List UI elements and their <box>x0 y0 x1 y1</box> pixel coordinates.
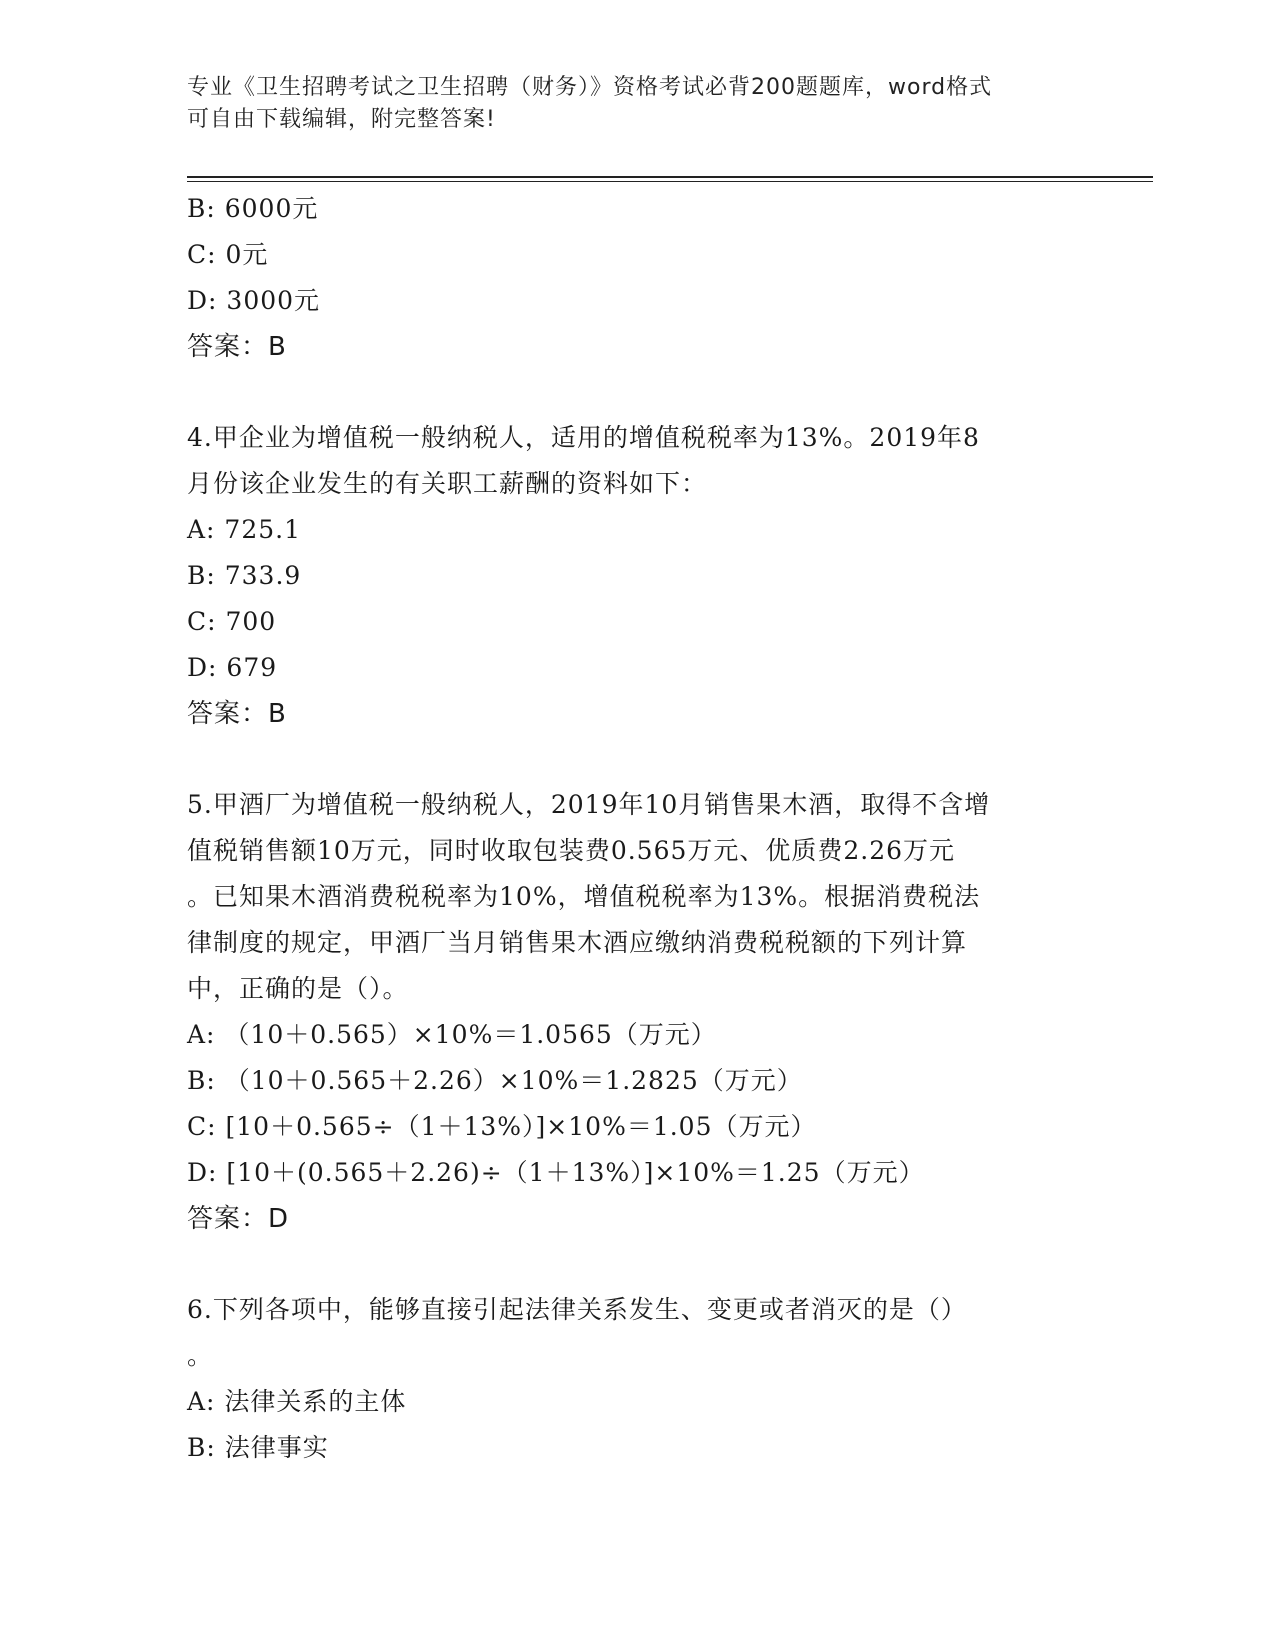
option-a: A: （10＋0.565）×10%＝1.0565（万元） <box>187 1020 717 1049</box>
option-b: B: 6000元 <box>187 194 319 223</box>
document-header <box>187 72 1067 136</box>
question-5 <box>187 782 1087 1242</box>
header-divider-thick <box>187 176 1153 178</box>
answer-line: 答案：B <box>187 699 287 729</box>
question-stem: 6.下列各项中，能够直接引起法律关系发生、变更或者消灭的是（） <box>187 1295 967 1324</box>
question-list <box>187 186 1087 1471</box>
header-title-line-1: 专业《卫生招聘考试之卫生招聘（财务）》资格考试必背200题题库，word格式 <box>187 75 993 100</box>
question-spacer <box>187 370 1087 415</box>
question-3 <box>187 186 1087 370</box>
option-c: C: 0元 <box>187 240 269 269</box>
header-divider-thin <box>187 181 1153 182</box>
question-stem: 。 <box>187 1341 214 1370</box>
option-b: B: 733.9 <box>187 561 302 590</box>
option-d: D: 3000元 <box>187 286 321 315</box>
option-a: A: 法律关系的主体 <box>187 1387 407 1416</box>
option-a: A: 725.1 <box>187 515 301 544</box>
question-spacer <box>187 737 1087 782</box>
question-stem: 月份该企业发生的有关职工薪酬的资料如下： <box>187 469 708 498</box>
question-spacer <box>187 1242 1087 1287</box>
option-c: C: 700 <box>187 607 277 636</box>
answer-line: 答案：B <box>187 332 287 362</box>
question-stem: 。已知果木酒消费税税率为10%，增值税税率为13%。根据消费税法 <box>187 882 981 911</box>
option-d: D: 679 <box>187 653 278 682</box>
header-title-line-2: 可自由下载编辑，附完整答案! <box>187 107 496 132</box>
option-b: B: 法律事实 <box>187 1433 329 1462</box>
question-stem: 5.甲酒厂为增值税一般纳税人，2019年10月销售果木酒，取得不含增 <box>187 790 991 819</box>
question-stem: 4.甲企业为增值税一般纳税人，适用的增值税税率为13%。2019年8 <box>187 423 980 452</box>
question-4 <box>187 415 1087 737</box>
question-6 <box>187 1287 1087 1471</box>
option-c: C: [10＋0.565÷（1＋13%）]×10%＝1.05（万元） <box>187 1112 817 1141</box>
answer-line: 答案：D <box>187 1204 290 1234</box>
question-stem: 律制度的规定，甲酒厂当月销售果木酒应缴纳消费税税额的下列计算 <box>187 928 968 957</box>
option-d: D: [10＋(0.565＋2.26)÷（1＋13%）]×10%＝1.25（万元） <box>187 1158 925 1187</box>
option-b: B: （10＋0.565＋2.26）×10%＝1.2825（万元） <box>187 1066 803 1095</box>
question-stem: 中，正确的是（）。 <box>187 974 409 1003</box>
question-stem: 值税销售额10万元，同时收取包装费0.565万元、优质费2.26万元 <box>187 836 956 865</box>
